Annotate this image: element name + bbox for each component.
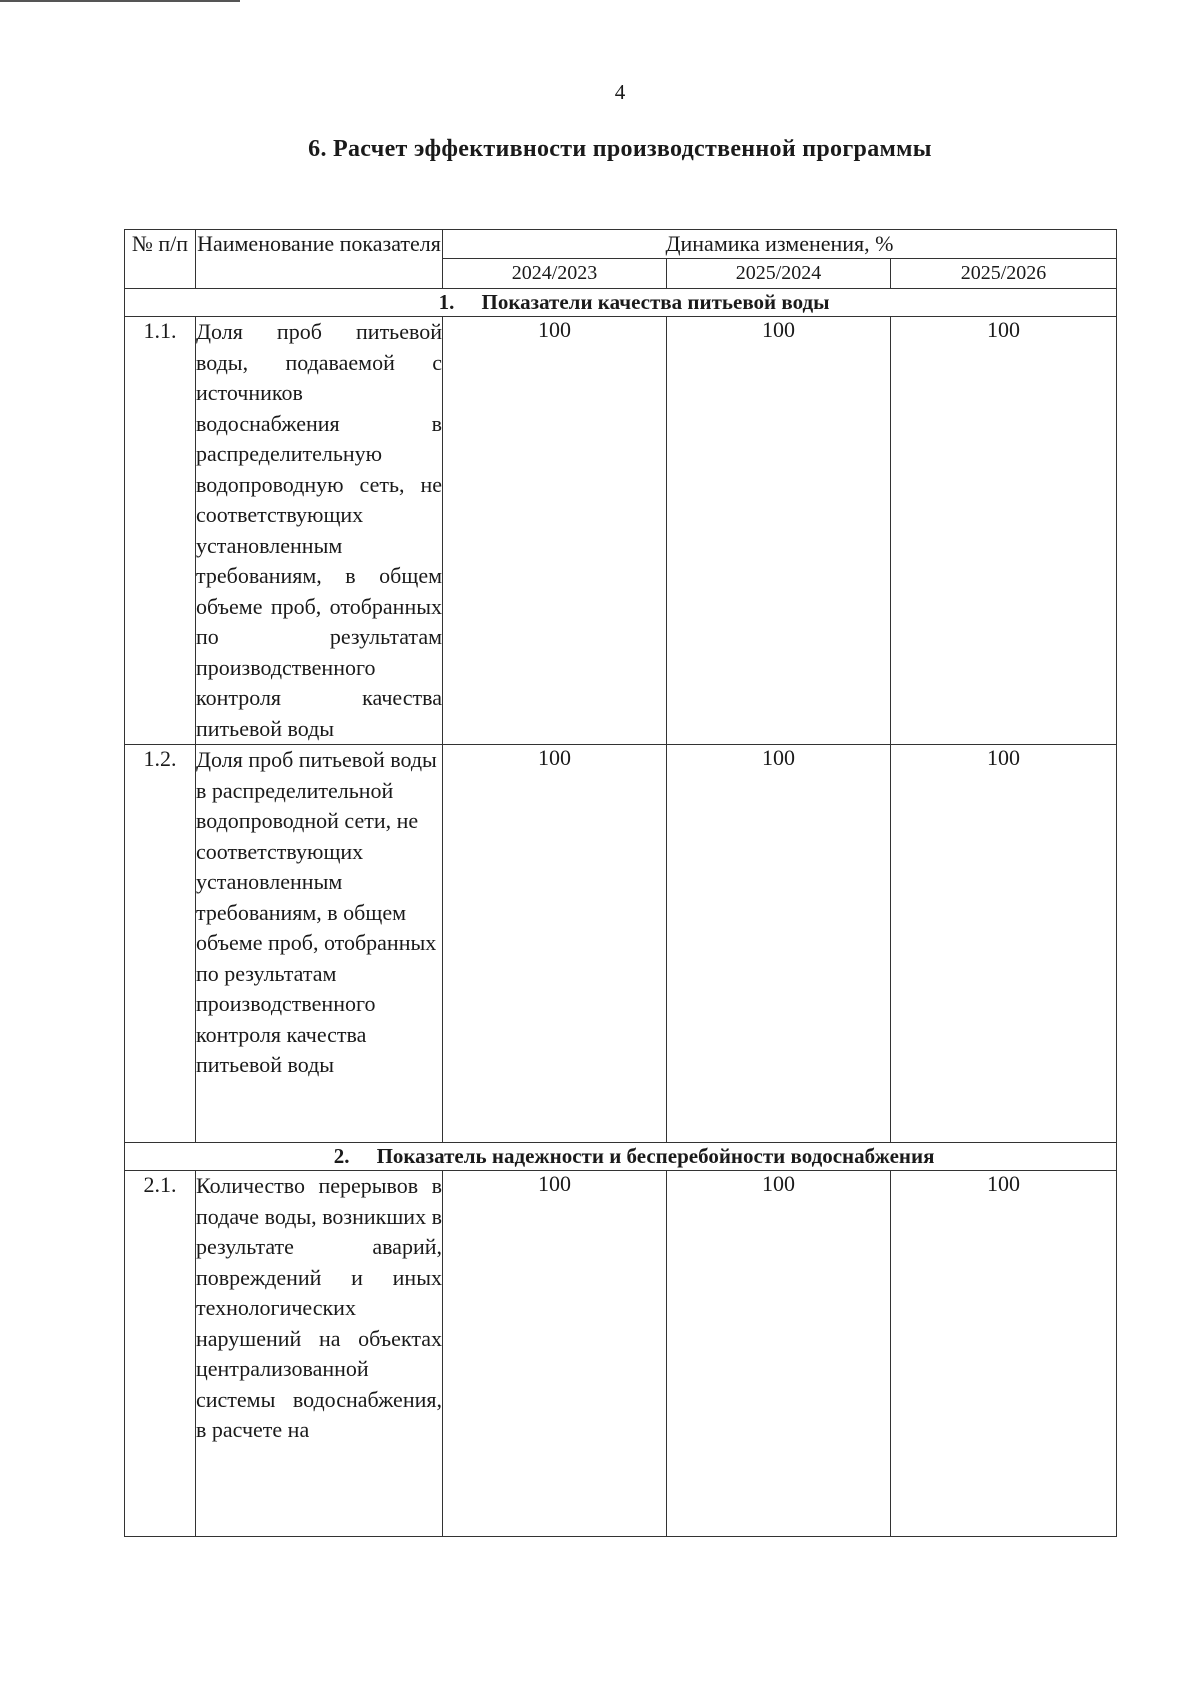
row-number: 1.1. [125, 317, 196, 745]
row-value: 100 [667, 745, 891, 1143]
section-number: 2. [333, 1144, 350, 1168]
header-number: № п/п [125, 230, 196, 289]
page-number: 4 [614, 80, 626, 104]
row-value: 100 [443, 745, 667, 1143]
row-value: 100 [443, 1171, 667, 1537]
table-row [125, 745, 1117, 1143]
section-row [125, 289, 1117, 317]
row-indicator-name: Количество перерывов в подаче воды, возникших в результате аварий, повреждений и иных технологических нарушений на объектах централизованной системы водоснабжения, в расчете на [196, 1171, 443, 1537]
table-row [125, 317, 1117, 745]
header-year-3: 2025/2026 [891, 259, 1117, 289]
row-value: 100 [443, 317, 667, 745]
efficiency-table [124, 229, 1117, 1537]
row-value: 100 [891, 1171, 1117, 1537]
header-year-1: 2024/2023 [443, 259, 667, 289]
section-title: Показатель надежности и бесперебойности водоснабжения [376, 1144, 935, 1168]
row-value: 100 [667, 1171, 891, 1537]
row-value: 100 [891, 745, 1117, 1143]
header-indicator-name: Наименование показателя [196, 230, 443, 289]
row-value: 100 [891, 317, 1117, 745]
row-value: 100 [667, 317, 891, 745]
table-row [125, 1171, 1117, 1537]
section-row [125, 1143, 1117, 1171]
row-number: 2.1. [125, 1171, 196, 1537]
header-year-2: 2025/2024 [667, 259, 891, 289]
row-number: 1.2. [125, 745, 196, 1143]
header-dynamics: Динамика изменения, % [443, 230, 1117, 259]
row-indicator-name: Доля проб питьевой воды, подаваемой с источников водоснабжения в распределительную водопроводную сеть, не соответствующих установленным требованиям, в общем объеме проб, отобранных по результатам производственного контроля качества питьевой воды [196, 317, 443, 745]
page-title: 6. Расчет эффективности производственной программы [308, 136, 932, 162]
section-number: 1. [438, 290, 455, 314]
section-title: Показатели качества питьевой воды [481, 290, 830, 314]
row-indicator-name: Доля проб питьевой воды в распределительной водопроводной сети, не соответствующих установленным требованиям, в общем объеме проб, отобранных по результатам производственного контроля качества питьевой воды [196, 745, 443, 1143]
scan-edge-line [0, 0, 240, 2]
